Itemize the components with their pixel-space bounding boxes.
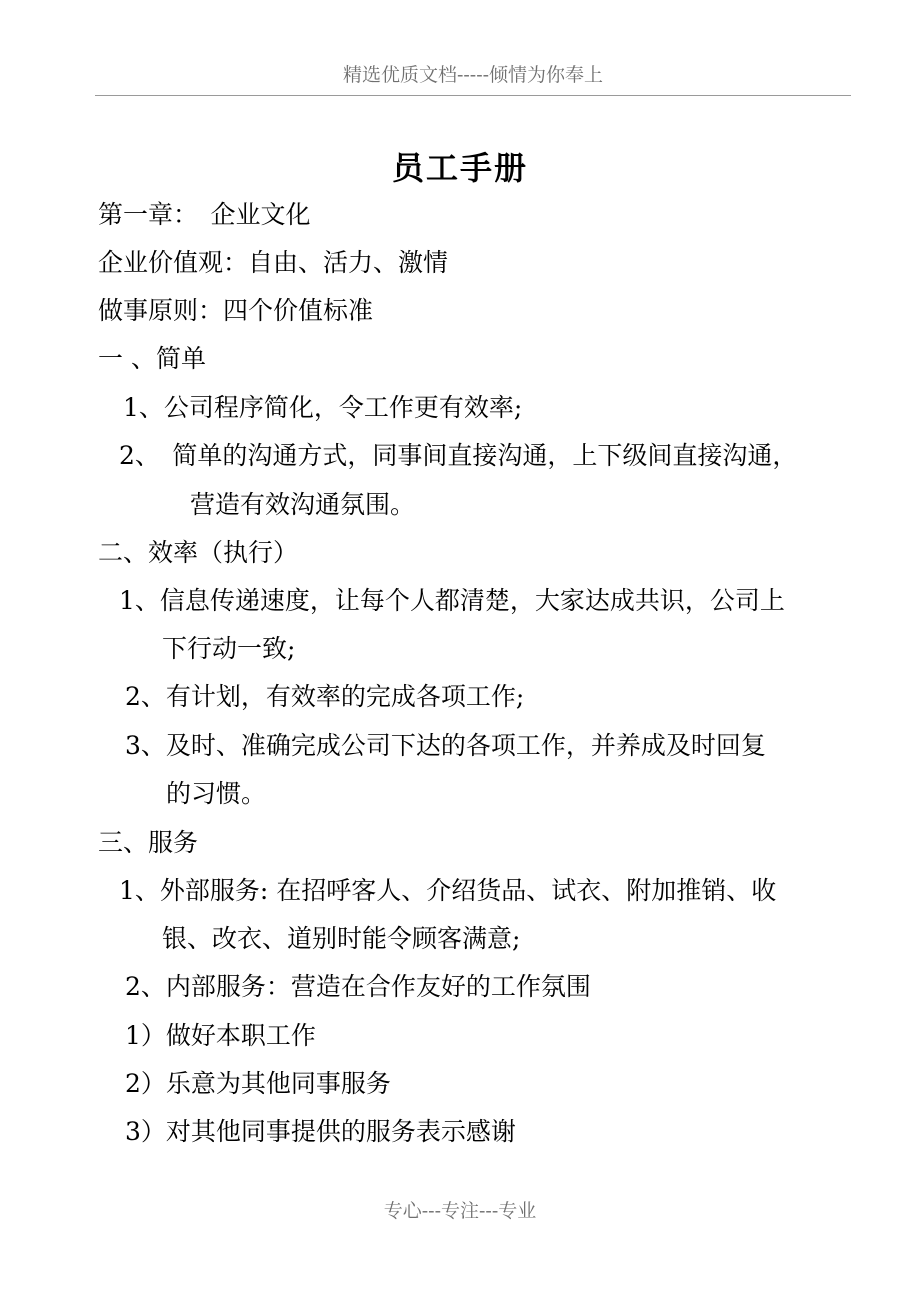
sub-list-item: 2）乐意为其他同事服务 [125, 1069, 391, 1098]
list-item: 1、公司程序简化，令工作更有效率; [123, 393, 523, 422]
values-line: 企业价值观：自由、活力、激情 [98, 248, 449, 277]
list-item: 2、内部服务：营造在合作友好的工作氛围 [125, 972, 591, 1001]
sub-list-item: 3）对其他同事提供的服务表示感谢 [125, 1117, 516, 1146]
page-header: 精选优质文档-----倾情为你奉上 [95, 60, 851, 96]
list-item-continued: 营造有效沟通氛围。 [190, 490, 416, 519]
list-item-continued: 的习惯。 [166, 779, 267, 808]
list-item-continued: 下行动一致; [162, 634, 296, 663]
page-footer: 专心---专注---专业 [383, 1200, 537, 1222]
list-item: 3、及时、准确完成公司下达的各项工作，并养成及时回复 [125, 731, 766, 760]
principles-line: 做事原则：四个价值标准 [98, 296, 374, 325]
list-item: 1、外部服务: 在招呼客人、介绍货品、试衣、附加推销、收 [119, 876, 777, 905]
list-item: 1、信息传递速度，让每个人都清楚，大家达成共识，公司上 [119, 586, 785, 615]
section-heading: 三、服务 [98, 828, 199, 857]
document-title: 员工手册 [391, 149, 528, 187]
section-heading: 二、效率（执行） [98, 538, 299, 567]
chapter-heading: 第一章： 企业文化 [98, 200, 311, 229]
section-heading: 一 、简单 [98, 344, 206, 373]
list-item: 2、 简单的沟通方式，同事间直接沟通，上下级间直接沟通， [119, 441, 798, 470]
list-item: 2、有计划，有效率的完成各项工作; [125, 682, 525, 711]
list-item-continued: 银、改衣、道别时能令顾客满意; [162, 924, 521, 953]
sub-list-item: 1）做好本职工作 [125, 1021, 316, 1050]
